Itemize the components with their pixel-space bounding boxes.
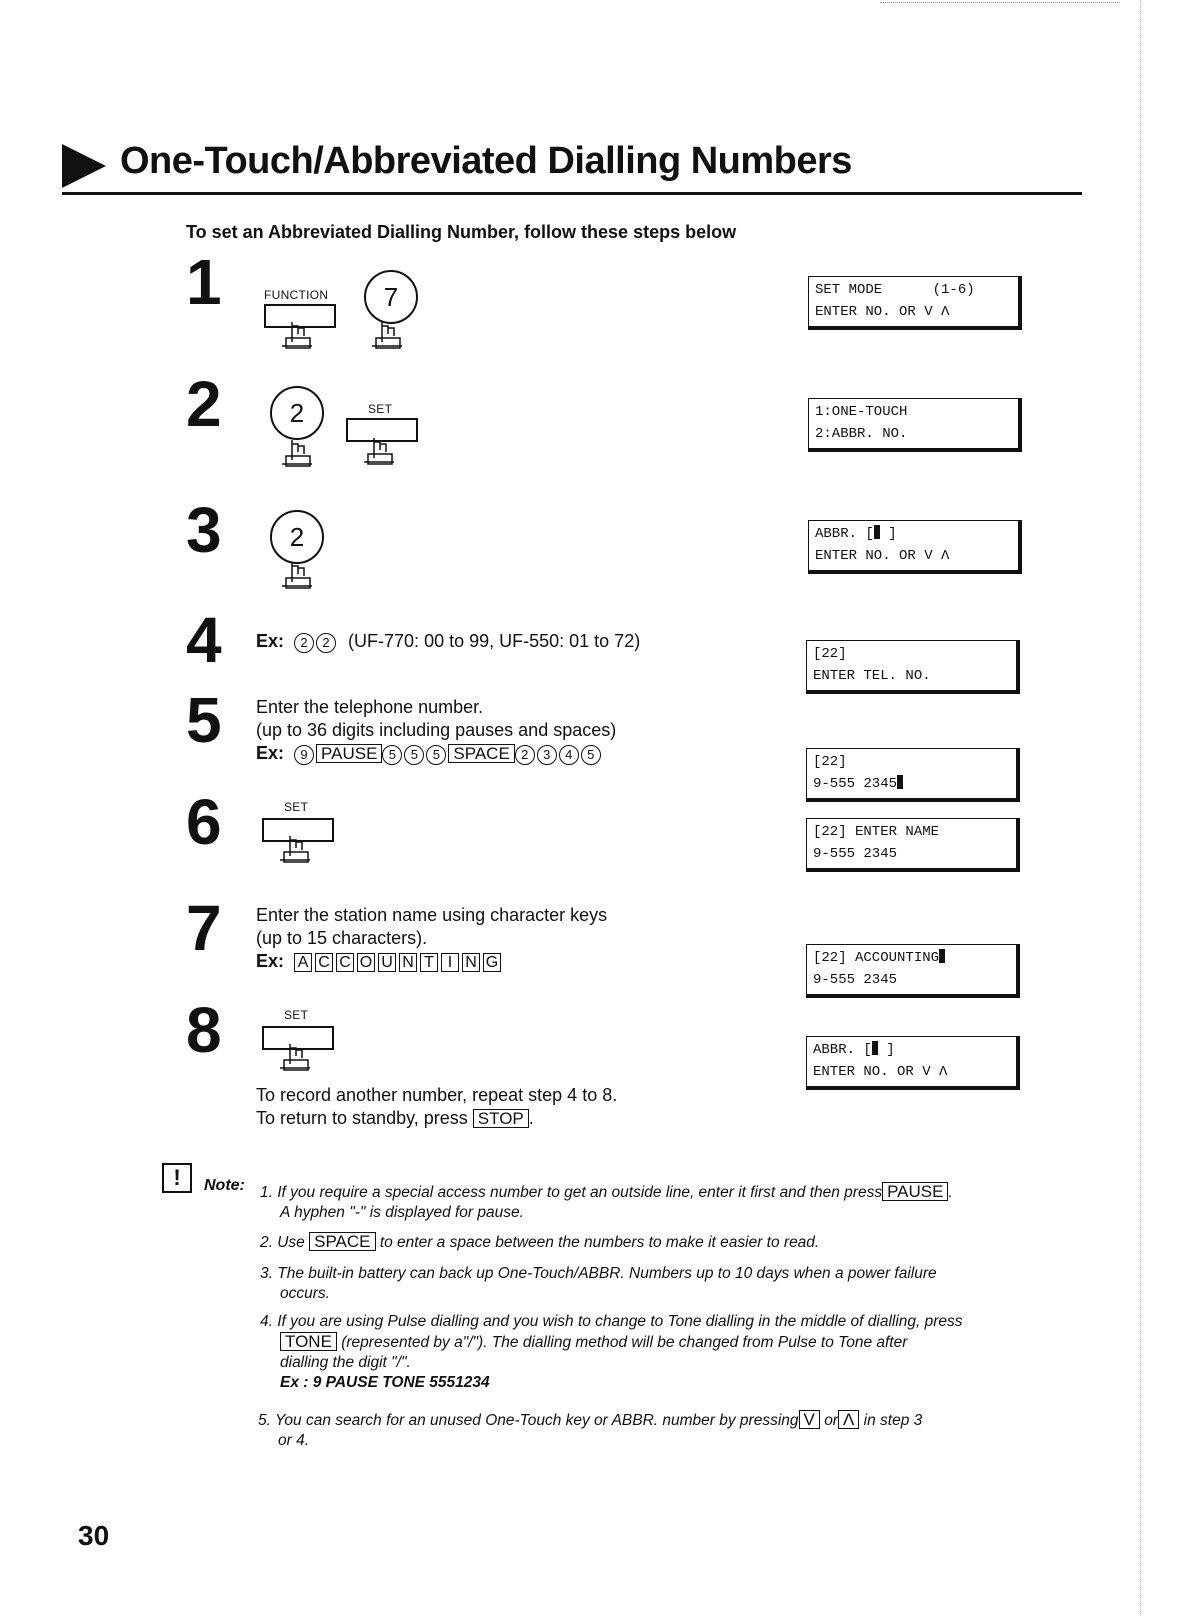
pause-key: PAUSE <box>882 1182 948 1201</box>
lcd-line: [22] <box>813 754 847 770</box>
ex-label: Ex: <box>256 951 285 971</box>
lcd-display-8 <box>806 1036 1020 1090</box>
note-1-line-2: A hyphen "-" is displayed for pause. <box>280 1204 524 1221</box>
step-5-text <box>256 696 756 765</box>
step-8-line-1: To record another number, repeat step 4 to 8. <box>256 1085 618 1105</box>
note-5-line-1 <box>258 1410 1098 1431</box>
note-4-line-2 <box>260 1332 1100 1353</box>
space-key: SPACE <box>448 744 514 763</box>
lcd-line: ABBR. [ <box>815 526 874 542</box>
step-8-line-2-text: To return to standby, press <box>256 1108 468 1128</box>
lcd-line: 9-555 2345 <box>813 846 898 862</box>
tone-key: TONE <box>280 1332 337 1351</box>
char-key: O <box>357 953 375 972</box>
finger-press-icon <box>278 1042 314 1072</box>
note-1 <box>260 1182 1100 1223</box>
char-key: C <box>336 953 354 972</box>
step-7-number: 7 <box>186 892 222 964</box>
note-5 <box>258 1410 1098 1451</box>
finger-press-icon <box>362 436 398 466</box>
lcd-display-5 <box>806 748 1020 802</box>
set-key-label: SET <box>284 800 309 814</box>
note-3-line-1: 3. The built-in battery can back up One-Touch/ABBR. Numbers up to 10 days when a power failure <box>260 1265 937 1282</box>
note-1-text: 1. If you require a special access number to get an outside line, enter it first and then press <box>260 1184 883 1201</box>
lcd-line: 9-555 2345 <box>813 776 898 792</box>
lcd-line: ] <box>877 1042 895 1058</box>
space-key: SPACE <box>309 1232 375 1251</box>
lcd-line: ENTER TEL. NO. <box>813 668 931 684</box>
lcd-line: 1:ONE-TOUCH <box>815 404 908 420</box>
note-5-line-2: or 4. <box>278 1432 310 1449</box>
step-5-line-1: Enter the telephone number. <box>256 697 484 717</box>
key-2-button[interactable]: 2 <box>270 510 324 564</box>
page-subtitle: To set an Abbreviated Dialling Number, follow these steps below <box>186 222 737 242</box>
lcd-display-1 <box>808 276 1022 330</box>
char-key: U <box>378 953 396 972</box>
step-4-range: (UF-770: 00 to 99, UF-550: 01 to 72) <box>348 631 641 651</box>
key-5: 5 <box>426 745 446 765</box>
note-4-line-3: dialling the digit "/". <box>280 1354 411 1371</box>
key-7-button[interactable]: 7 <box>364 270 418 324</box>
char-key: I <box>441 953 459 972</box>
key-2-button[interactable]: 2 <box>270 386 324 440</box>
key-2: 2 <box>316 633 336 653</box>
key-4: 4 <box>559 745 579 765</box>
note-2-text-b: to enter a space between the numbers to make it easier to read. <box>379 1234 820 1251</box>
key-5: 5 <box>404 745 424 765</box>
step-8-text <box>256 1084 756 1130</box>
lcd-display-4 <box>806 640 1020 694</box>
step-5-example <box>256 742 756 765</box>
page-number: 30 <box>78 1520 110 1551</box>
ex-label: Ex: <box>256 743 285 763</box>
step-6-number: 6 <box>186 786 222 858</box>
step-8-period: . <box>528 1108 534 1128</box>
lcd-line: 9-555 2345 <box>813 972 898 988</box>
lcd-display-2 <box>808 398 1022 452</box>
note-2 <box>260 1232 1100 1253</box>
right-edge-rule <box>1140 0 1142 1616</box>
lcd-line: ABBR. [ <box>813 1042 872 1058</box>
note-icon: ! <box>162 1163 192 1193</box>
char-key: N <box>399 953 417 972</box>
note-3-line-2: occurs. <box>280 1285 330 1302</box>
ex-label: Ex: <box>256 631 285 651</box>
lcd-line: [22] ACCOUNTING <box>813 950 940 966</box>
step-4-example <box>256 630 640 653</box>
note-4-text-b: (represented by a"/"). The dialling method will be changed from Pulse to Tone after <box>341 1334 908 1351</box>
lcd-line: ] <box>879 526 897 542</box>
lcd-display-6 <box>806 818 1020 872</box>
lcd-line: ENTER NO. OR V Λ <box>813 1064 948 1080</box>
lcd-line: ENTER NO. OR V Λ <box>815 548 950 564</box>
title-arrow-icon <box>62 144 106 188</box>
step-8-line-2 <box>256 1107 756 1130</box>
step-8-number: 8 <box>186 994 222 1066</box>
lcd-line: ENTER NO. OR V Λ <box>815 304 950 320</box>
lcd-line: [22] <box>813 646 847 662</box>
key-2: 2 <box>515 745 535 765</box>
note-5-or: or <box>824 1412 838 1429</box>
set-key-label: SET <box>368 402 393 416</box>
page-title-text: One-Touch/Abbreviated Dialling Numbers <box>120 140 852 182</box>
note-5-text-b: in step 3 <box>863 1412 923 1429</box>
step-5-line-2: (up to 36 digits including pauses and spaces) <box>256 720 617 740</box>
note-4-line-1: 4. If you are using Pulse dialling and you wish to change to Tone dialling in the middle of dialling, press <box>260 1313 963 1330</box>
finger-press-icon <box>370 320 406 350</box>
lcd-display-3 <box>808 520 1022 574</box>
lcd-line: [22] ENTER NAME <box>813 824 940 840</box>
step-7-line-2: (up to 15 characters). <box>256 928 428 948</box>
key-2: 2 <box>294 633 314 653</box>
key-5: 5 <box>581 745 601 765</box>
key-5: 5 <box>382 745 402 765</box>
step-3-number: 3 <box>186 494 222 566</box>
step-7-line-1: Enter the station name using character keys <box>256 905 608 925</box>
char-key: G <box>483 953 501 972</box>
function-key-label: FUNCTION <box>264 288 329 302</box>
lcd-line: SET MODE (1-6) <box>815 282 975 298</box>
step-7-text <box>256 904 756 973</box>
char-key: T <box>420 953 438 972</box>
down-arrow-key: V <box>799 1410 820 1429</box>
step-1-number: 1 <box>186 246 222 318</box>
finger-press-icon <box>280 438 316 468</box>
lcd-display-7 <box>806 944 1020 998</box>
finger-press-icon <box>280 320 316 350</box>
finger-press-icon <box>280 560 316 590</box>
step-2-number: 2 <box>186 368 222 440</box>
note-1-line-1 <box>260 1182 1100 1203</box>
char-key: N <box>462 953 480 972</box>
lcd-line: 2:ABBR. NO. <box>815 426 908 442</box>
key-9: 9 <box>294 745 314 765</box>
note-1-period: . <box>948 1184 953 1201</box>
note-label: Note: <box>204 1177 245 1194</box>
char-key: A <box>294 953 312 972</box>
key-3: 3 <box>537 745 557 765</box>
note-4 <box>260 1312 1100 1393</box>
step-5-number: 5 <box>186 684 222 756</box>
up-arrow-key: Λ <box>838 1410 859 1429</box>
step-4-number: 4 <box>186 604 222 676</box>
char-key: C <box>315 953 333 972</box>
finger-press-icon <box>278 834 314 864</box>
stop-key: STOP <box>473 1109 529 1128</box>
page-title <box>62 140 1082 195</box>
pause-key: PAUSE <box>316 744 382 763</box>
note-4-example: Ex : 9 PAUSE TONE 5551234 <box>280 1374 490 1391</box>
step-7-example <box>256 950 756 973</box>
note-2-text-a: 2. Use <box>260 1234 305 1251</box>
note-5-text-a: 5. You can search for an unused One-Touch key or ABBR. number by pressing <box>258 1412 799 1429</box>
set-key-label: SET <box>284 1008 309 1022</box>
top-edge-rule <box>880 2 1120 4</box>
cursor-icon <box>897 775 903 789</box>
cursor-icon <box>939 949 945 963</box>
note-3 <box>260 1264 1100 1304</box>
